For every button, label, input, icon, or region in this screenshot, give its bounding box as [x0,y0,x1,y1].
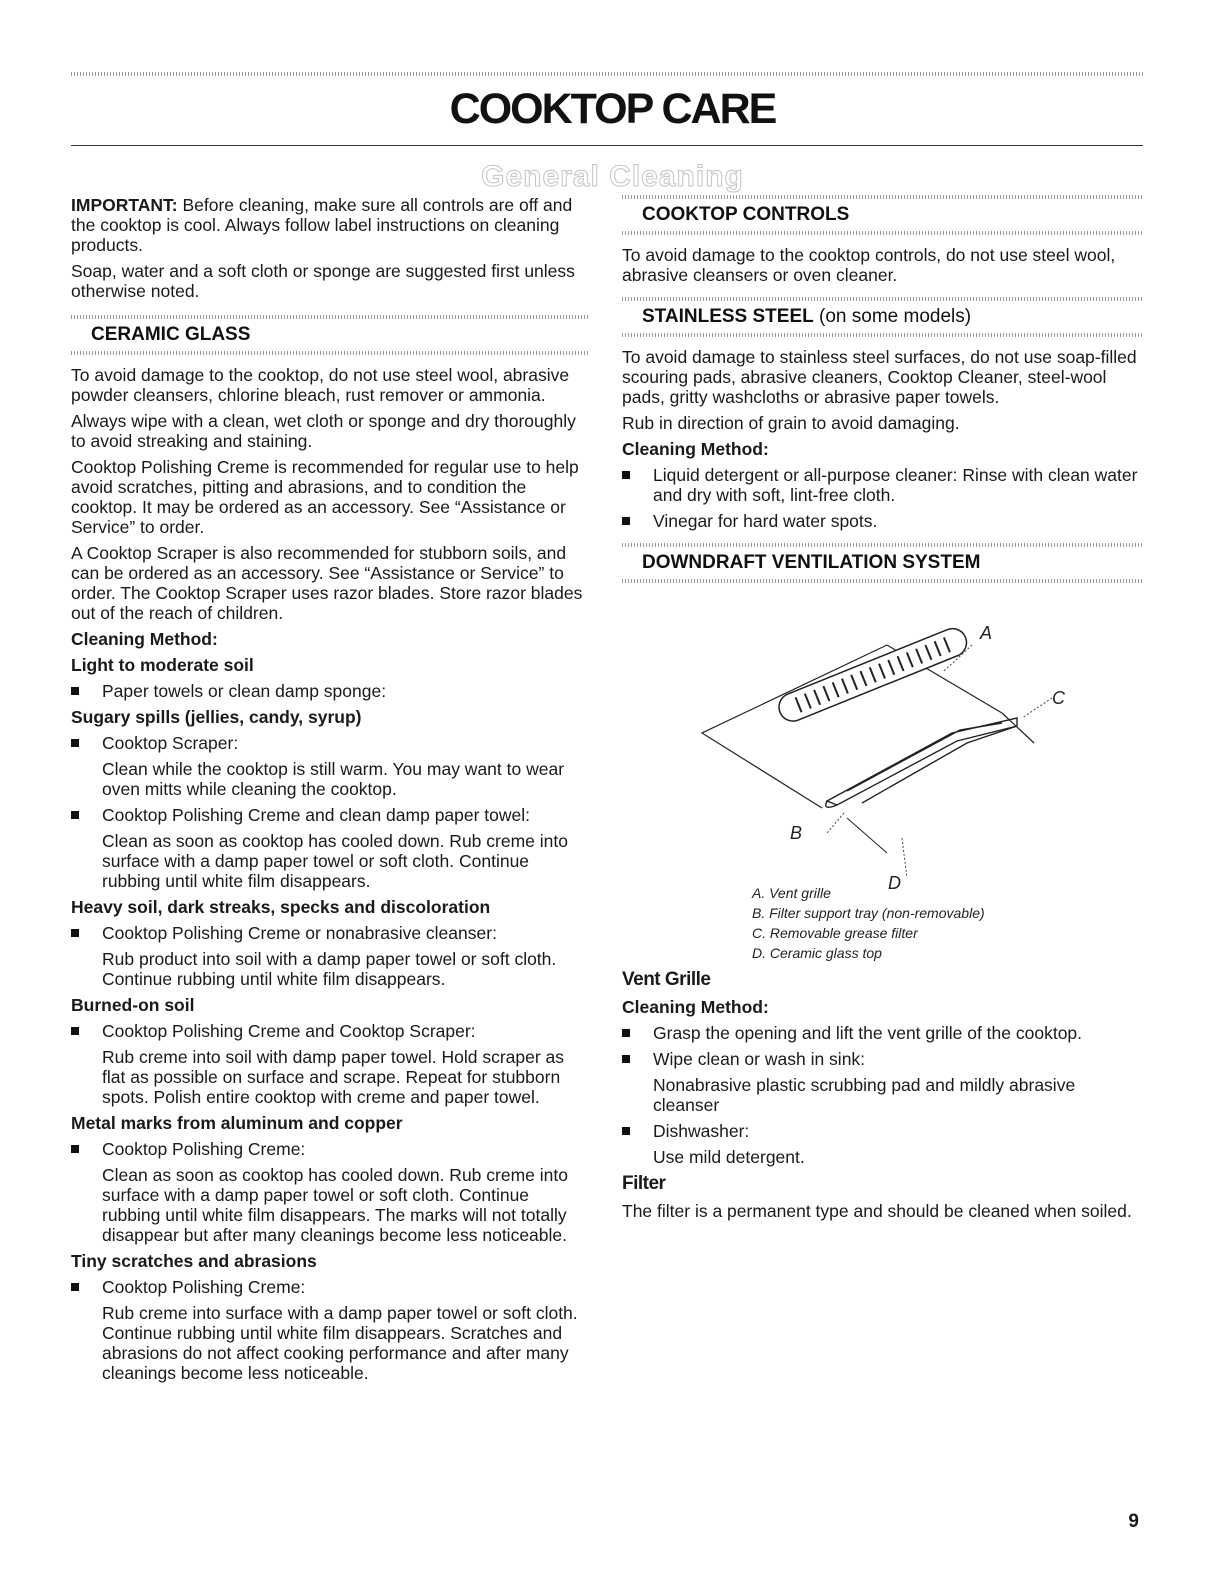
list-item-detail: Rub product into soil with a damp paper towel or soft cloth. Continue rubbing until white film disappears. [102,949,557,989]
cleaning-method-label: Cleaning Method: [71,629,218,649]
page-number: 9 [1128,1511,1139,1532]
list-item: Cooktop Polishing Creme: [71,1139,589,1159]
bullet-icon [622,1127,630,1135]
soil-heading: Burned-on soil [71,995,195,1015]
filter-paragraph: The filter is a permanent type and should be cleaned when soiled. [622,1201,1132,1221]
important-text: Before cleaning, make sure all controls are off and the cooktop is cool. Always follow label instructions on cleaning products. [71,195,573,255]
soil-heading: Light to moderate soil [71,655,254,675]
bullet-icon [622,471,630,479]
soil-heading: Sugary spills (jellies, candy, syrup) [71,707,362,727]
stainless-paragraph: To avoid damage to stainless steel surfaces, do not use soap-filled scouring pads, abrasive cleaners, Cooktop Cleaner, steel-wool pads, gritty washcloths or abrasive paper towels. [622,347,1137,407]
right-column [622,195,1144,1227]
bullet-icon [71,739,79,747]
diagram-label-b: B [790,823,803,843]
filter-heading: Filter [622,1173,666,1194]
header-rule [71,72,1143,76]
ceramic-paragraph: To avoid damage to the cooktop, do not use steel wool, abrasive powder cleansers, chlorine bleach, rust remover or ammonia. [71,365,570,405]
diagram-label-d: D [888,873,901,893]
section-band-bottom [71,351,589,355]
diagram-legend [752,883,1144,963]
list-item-detail: Rub creme into soil with damp paper towel. Hold scraper as flat as possible on surface and scrape. Repeat for stubborn spots. Polish entire cooktop with creme and paper towel. [102,1047,565,1107]
list-item: Wipe clean or wash in sink: [622,1049,1144,1069]
list-item: Cooktop Scraper: [71,733,589,753]
legend-item: B. Filter support tray (non-removable) [752,905,985,921]
ceramic-paragraph: A Cooktop Scraper is also recommended for stubborn soils, and can be ordered as an accessory. See “Assistance or Service” to order. The Cooktop Scraper uses razor blades. Store razor blades out of the reach of children. [71,543,583,623]
cooktop-controls-header [622,195,1144,235]
cleaning-method-label: Cleaning Method: [622,439,769,459]
downdraft-title: DOWNDRAFT VENTILATION SYSTEM [642,552,981,573]
bullet-icon [71,929,79,937]
ceramic-paragraph: Cooktop Polishing Creme is recommended for regular use to help avoid scratches, pitting and abrasions, and to condition the cooktop. It may be ordered as an accessory. See “Assistance or Service” to order. [71,457,579,537]
title-divider [71,145,1143,146]
ceramic-paragraph: Always wipe with a clean, wet cloth or sponge and dry thoroughly to avoid streaking and staining. [71,411,576,451]
list-item: Liquid detergent or all-purpose cleaner: Rinse with clean water and dry with soft, lint-free cloth. [622,465,1144,505]
soil-heading: Tiny scratches and abrasions [71,1251,317,1271]
downdraft-illustration [622,593,1144,883]
ceramic-glass-header [71,315,589,355]
bullet-icon [71,687,79,695]
bullet-icon [622,1055,630,1063]
list-item-detail: Rub creme into surface with a damp paper towel or soft cloth. Continue rubbing until white film disappears. Scratches and abrasions do not affect cooking performance and after many cleanings become less noticeable. [102,1303,578,1383]
important-label: IMPORTANT: [71,195,178,215]
cooktop-controls-title: COOKTOP CONTROLS [642,204,850,225]
bullet-icon [71,811,79,819]
bullet-icon [71,1283,79,1291]
grease-filter-icon [826,718,1017,807]
bullet-icon [71,1145,79,1153]
list-item-detail: Clean as soon as cooktop has cooled down. Rub creme into surface with a damp paper towel or soft cloth. Continue rubbing until white film disappears. [102,831,568,891]
ceramic-glass-title: CERAMIC GLASS [91,324,251,345]
bullet-icon [71,1027,79,1035]
downdraft-header [622,543,1144,583]
soil-heading: Heavy soil, dark streaks, specks and discoloration [71,897,491,917]
list-item: Cooktop Polishing Creme and clean damp paper towel: [71,805,589,825]
soil-heading: Metal marks from aluminum and copper [71,1113,403,1133]
list-item: Grasp the opening and lift the vent grille of the cooktop. [622,1023,1144,1043]
diagram-label-a: A [980,623,993,643]
bullet-icon [622,1029,630,1037]
controls-paragraph: To avoid damage to the cooktop controls, do not use steel wool, abrasive cleansers or oven cleaner. [622,245,1116,285]
stainless-paragraph: Rub in direction of grain to avoid damaging. [622,413,960,433]
vent-grille-heading: Vent Grille [622,969,711,990]
important-note [71,195,589,255]
list-item: Cooktop Polishing Creme and Cooktop Scraper: [71,1021,589,1041]
vent-grille-icon [775,624,971,725]
legend-item: A. Vent grille [752,885,831,901]
list-item-detail: Clean while the cooktop is still warm. You may want to wear oven mitts while cleaning the cooktop. [102,759,565,799]
section-band-bottom [622,579,1144,583]
bullet-icon [622,517,630,525]
list-item-detail: Clean as soon as cooktop has cooled down. Rub creme into surface with a damp paper towel or soft cloth. Continue rubbing until white film disappears. The marks will not totally disappear but after many cleanings become less noticeable. [102,1165,568,1245]
list-item-detail: Use mild detergent. [653,1147,805,1167]
section-subtitle: General Cleaning [481,160,744,193]
list-item: Dishwasher: [622,1121,1144,1141]
intro-paragraph: Soap, water and a soft cloth or sponge are suggested first unless otherwise noted. [71,261,575,301]
diagram-label-c: C [1052,688,1065,708]
list-item: Cooktop Polishing Creme or nonabrasive cleanser: [71,923,589,943]
stainless-steel-title: STAINLESS STEEL (on some models) [642,306,972,327]
list-item: Paper towels or clean damp sponge: [71,681,589,701]
legend-item: C. Removable grease filter [752,925,918,941]
legend-item: D. Ceramic glass top [752,945,882,961]
section-band-bottom [622,333,1144,337]
list-item: Cooktop Polishing Creme: [71,1277,589,1297]
glass-top-edge [847,818,887,853]
list-item-detail: Nonabrasive plastic scrubbing pad and mildly abrasive cleanser [653,1075,1076,1115]
page-title: COOKTOP CARE [449,85,776,133]
list-item: Vinegar for hard water spots. [622,511,1144,531]
stainless-steel-header [622,297,1144,337]
section-band-bottom [622,231,1144,235]
cleaning-method-label: Cleaning Method: [622,997,769,1017]
left-column [71,195,589,1389]
